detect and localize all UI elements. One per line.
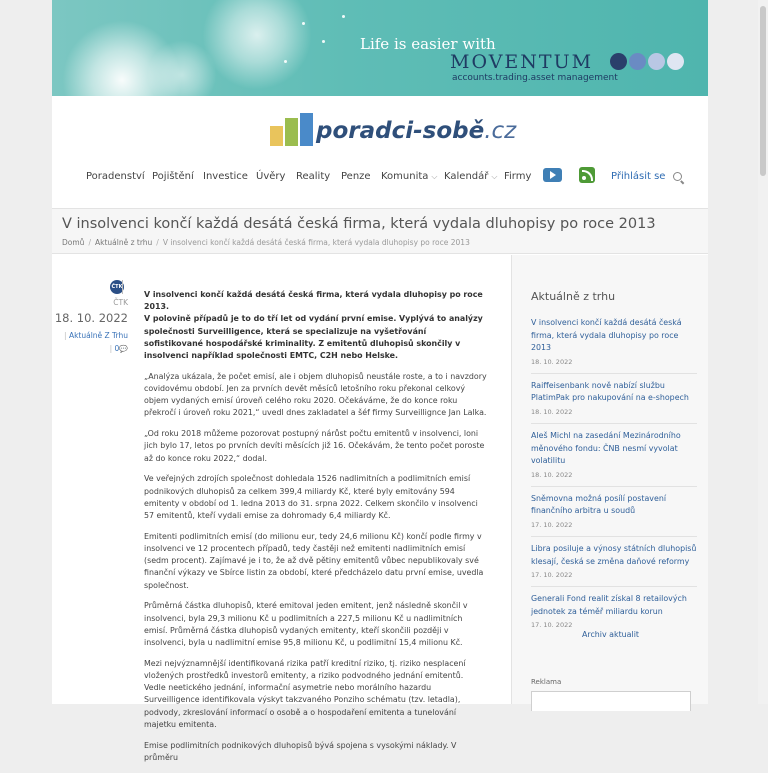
logo-name: poradci-sobě	[316, 118, 485, 144]
moventum-banner[interactable]	[52, 0, 708, 96]
site-logo[interactable]	[270, 113, 516, 146]
nav-label: Kalendář	[444, 171, 489, 182]
list-item	[531, 423, 697, 486]
brand-dot	[610, 53, 627, 70]
news-date: 17. 10. 2022	[531, 520, 573, 529]
news-link[interactable]: V insolvenci končí každá desátá česká firma, která vydala dluhopisy po roce 2013	[531, 318, 682, 353]
nav-item-pojisteni[interactable]	[152, 171, 194, 182]
meta-divider: |	[109, 344, 115, 353]
seed-decoration	[302, 22, 305, 25]
article-paragraph: „Od roku 2018 můžeme pozorovat postupný nárůst počtu emitentů v insolvenci, loni jich bylo 17, letos po prvních devíti měsících již 16. Očekávám, že tento počet poroste až do konce roku 2022,“ dodal.	[144, 429, 485, 463]
logo-bar	[285, 118, 298, 146]
lead-line: V insolvenci končí každá desátá česká firma, která vydala dluhopisy po roce 2013.	[144, 290, 483, 312]
breadcrumb-separator: /	[156, 238, 159, 247]
article-paragraph: Ve veřejných zdrojích společnost dohledala 1526 nadlimitních a podlimitních emisí podnikových dluhopisů za celkem 399,4 miliardy Kč, které byly emitovány 594 emitenty v období od 1. ledna 2013 do 31. srpna 2022. Celkem skončilo v insolvenci 57 emitentů, kteří vydali emise za dohromady 6,4 miliardy Kč.	[144, 474, 478, 521]
meta-divider: |	[64, 331, 69, 340]
breadcrumb-separator: /	[88, 238, 91, 247]
scroll-thumb[interactable]	[760, 6, 766, 176]
list-item	[531, 373, 697, 423]
article-paragraph: Emitenti podlimitních emisí (do milionu eur, tedy 24,6 milionu Kč) končí podle firmy v insolvenci ve 12 procentech případů, tedy častěji než emitenti nadlimitních emisí (sedm procent). Zajímavé je i to, že až dvě pětiny emitentů vůbec nepublikovaly své finanční výkazy ve Sbírce listin za období, které předcházelo datu první emise, uvedla společnost.	[144, 531, 484, 590]
logo-bars-icon	[270, 113, 313, 146]
nav-label: Reality	[296, 171, 331, 182]
nav-label: Pojištění	[152, 171, 194, 182]
news-date: 17. 10. 2022	[531, 621, 573, 630]
dandelion-image	[147, 40, 217, 110]
ad-box[interactable]	[531, 691, 691, 711]
article-paragraph: Průměrná částka dluhopisů, které emitoval jeden emitent, jenž následně skončil v insolvenci, byla 29,3 milionu Kč u podlimitních a 227,5 milionu Kč u nadlimitních emisí. Průměrná částka dluhopisů vydaných emitenty, kteří skončili později v insolvenci, byla u nadlimitní emise 95,8 milionu Kč, u podlimitní 15,4 milionu Kč.	[144, 601, 468, 648]
page	[52, 0, 708, 762]
sidebar-heading: Aktuálně z trhu	[531, 290, 616, 303]
article-body	[144, 289, 487, 773]
logo-bar	[300, 113, 313, 146]
nav-item-komunita[interactable]	[381, 171, 438, 182]
brand-dot	[667, 53, 684, 70]
breadcrumb	[62, 238, 470, 247]
news-link[interactable]: Sněmovna možná posílí postavení finančního arbitra u soudů	[531, 493, 667, 516]
news-list	[531, 311, 697, 636]
nav-label: Penze	[341, 171, 371, 182]
sidebar	[511, 255, 708, 704]
archive-link[interactable]: Archiv aktualit	[582, 630, 639, 639]
logo-text	[316, 116, 516, 146]
list-item	[531, 586, 697, 636]
news-date: 18. 10. 2022	[531, 470, 573, 479]
seed-decoration	[342, 15, 345, 18]
breadcrumb-current: V insolvenci končí každá desátá česká firma, která vydala dluhopisy po roce 2013	[162, 238, 470, 247]
ctk-logo-icon: ČTK	[110, 280, 124, 294]
logo-bar	[270, 126, 283, 146]
category-label: Aktuálně Z Trhu	[68, 331, 128, 340]
banner-subtitle: accounts.trading.asset management	[452, 73, 618, 83]
ad-label: Reklama	[531, 678, 562, 686]
nav-item-uvery[interactable]	[256, 171, 285, 182]
nav-label: Investice	[203, 171, 248, 182]
page-title-bar	[52, 208, 708, 254]
article-lead	[144, 289, 487, 362]
breadcrumb-home[interactable]: Domů	[62, 238, 85, 247]
comment-icon: 💬	[119, 345, 128, 353]
list-item	[531, 536, 697, 586]
nav-label: Komunita	[381, 171, 429, 182]
article-date: 18. 10. 2022	[54, 311, 128, 325]
page-title: V insolvenci končí každá desátá česká firma, která vydala dluhopisy po roce 2013	[62, 216, 656, 232]
logo-tld: .cz	[484, 118, 517, 144]
nav-item-penze[interactable]	[341, 171, 371, 182]
comments-link[interactable]	[110, 344, 128, 353]
news-link[interactable]: Generali Fond realit získal 8 retailových jednotek za téměř miliardu korun	[531, 594, 687, 616]
dandelion-image	[202, 0, 312, 90]
nav-label: Poradenství	[86, 171, 145, 182]
news-link[interactable]: Raiffeisenbank nově nabízí službu PlatimPak pro nakupování na e-shopech	[531, 380, 689, 403]
comments-count: 0	[114, 344, 120, 353]
nav-item-kalendar[interactable]	[444, 171, 497, 182]
meta-divider	[122, 280, 123, 294]
page-scrollbar[interactable]	[758, 0, 768, 704]
nav-item-investice[interactable]	[203, 171, 248, 182]
article-author: ČTK	[113, 298, 128, 307]
youtube-icon[interactable]	[543, 168, 562, 182]
nav-label: Úvěry	[256, 171, 286, 182]
seed-decoration	[284, 60, 287, 63]
nav-item-poradenstvi[interactable]	[86, 171, 145, 182]
chevron-down-icon: ⌵	[491, 172, 498, 181]
news-link[interactable]: Aleš Michl na zasedání Mezinárodního měnového fondu: ČNB nesmí vyvolat volatilitu	[531, 430, 681, 466]
list-item	[531, 486, 697, 536]
chevron-down-icon: ⌵	[431, 172, 438, 181]
seed-decoration	[322, 40, 325, 43]
article-paragraph: „Analýza ukázala, že počet emisí, ale i objem dluhopisů neustále roste, a to i navzdory covidovému období. Jen za prvních devět měsíců letošního roku překonal celkový objem vydaných emisí úroveň celého roku 2020. Očekáváme, že do konce roku překročí i úroveň roku 2021,“ uvedl dnes zakladatel a šéf firmy Surveillignce Jan Lalka.	[144, 371, 487, 418]
search-icon[interactable]	[673, 172, 682, 181]
article-category-link[interactable]	[64, 331, 128, 340]
article-paragraph: Emise podlimitních podnikových dluhopisů bývá spojena s vysokými náklady. V průměru	[144, 740, 457, 762]
list-item	[531, 311, 697, 373]
main-navigation	[52, 166, 708, 188]
news-date: 17. 10. 2022	[531, 571, 573, 580]
brand-dots-icon	[610, 53, 684, 70]
banner-tagline: Life is easier with	[360, 35, 496, 53]
nav-item-reality[interactable]	[296, 171, 330, 182]
nav-label: Firmy	[504, 171, 532, 182]
article-paragraph: Mezi nejvýznamnější identifikovaná rizika patří kreditní riziko, tj. riziko nesplacení vložených prostředků investorů emitenty, a riziko podvodného jednání emitentů. Vedle neetického jednání, informační asymetrie nebo morálního hazardu Surveilligence identifikovala výskyt takzvaného Ponziho schématu (tzv. letadla), podvody, zkreslování informací o osobě a o hospodaření emitenta a tunelování majetku emitenta.	[144, 658, 466, 729]
breadcrumb-category[interactable]: Aktuálně z trhu	[94, 238, 153, 247]
lead-line: V polovině případů je to do tří let od vydání první emise. Vyplývá to analýzy společnosti Surveilligence, která se specializuje na vyšetřování sofistikované hospodářské kriminality. Z emitentů dluhopisů skončily v insolvenci například společnosti EMTC, C2H nebo Helske.	[144, 314, 483, 361]
banner-brand: MOVENTUM	[450, 51, 594, 73]
rss-icon[interactable]	[579, 167, 595, 183]
news-date: 18. 10. 2022	[531, 407, 573, 416]
brand-dot	[629, 53, 646, 70]
nav-item-firmy[interactable]	[504, 171, 531, 182]
news-date: 18. 10. 2022	[531, 357, 573, 366]
login-link[interactable]: Přihlásit se	[611, 171, 666, 182]
news-link[interactable]: Libra posiluje a výnosy státních dluhopisů klesají, česká se změna daňové reformy	[531, 543, 697, 566]
brand-dot	[648, 53, 665, 70]
